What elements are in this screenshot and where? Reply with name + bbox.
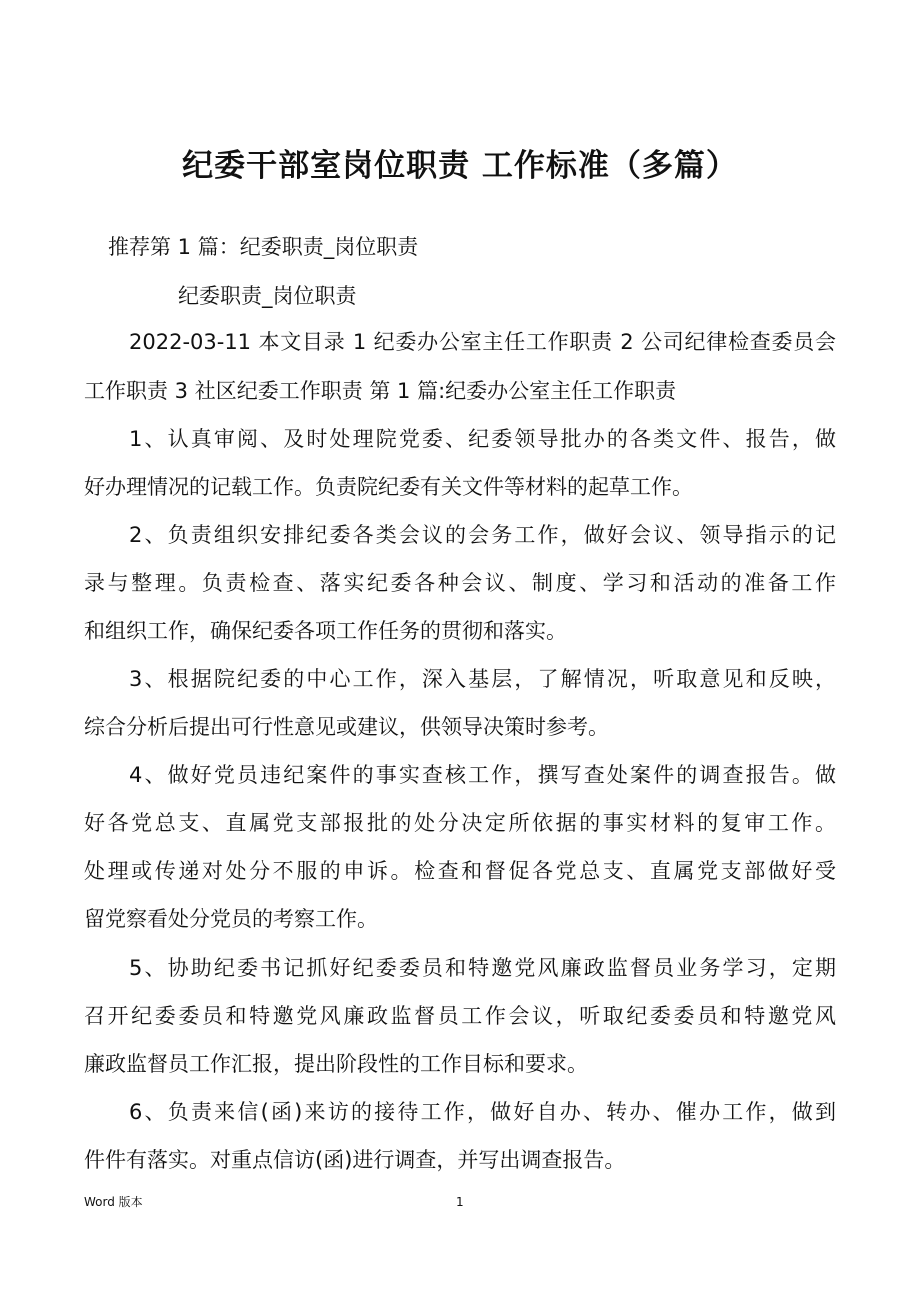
paragraph-line: 1、认真审阅、及时处理院党委、纪委领导批办的各类文件、报告，做 [129,427,836,451]
paragraph-line: 件件有落实。对重点信访(函)进行调查，并写出调查报告。 [84,1148,626,1172]
paragraph-line: 6、负责来信(函)来访的接待工作，做好自办、转办、催办工作，做到 [129,1100,836,1124]
paragraph-line: 录与整理。负责检查、落实纪委各种会议、制度、学习和活动的准备工作 [84,571,836,595]
page-number: 1 [456,1195,464,1209]
paragraph-line: 处理或传递对处分不服的申诉。检查和督促各党总支、直属党支部做好受 [84,859,836,883]
paragraph-line: 廉政监督员工作汇报，提出阶段性的工作目标和要求。 [84,1052,588,1076]
section-heading: 纪委职责_岗位职责 [178,284,357,308]
paragraph-line: 3、根据院纪委的中心工作，深入基层，了解情况，听取意见和反映， [129,667,836,691]
paragraph-line: 好各党总支、直属党支部报批的处分决定所依据的事实材料的复审工作。 [84,811,836,835]
paragraph-line: 综合分析后提出可行性意见或建议，供领导决策时参考。 [84,715,609,739]
footer-version-label: Word 版本 [84,1195,143,1209]
paragraph-line: 2022-03-11 本文目录 1 纪委办公室主任工作职责 2 公司纪律检查委员会 [129,330,836,354]
paragraph-line: 2、负责组织安排纪委各类会议的会务工作，做好会议、领导指示的记 [129,523,836,547]
paragraph-line: 留党察看处分党员的考察工作。 [84,907,378,931]
paragraph-line: 工作职责 3 社区纪委工作职责 第 1 篇:纪委办公室主任工作职责 [84,379,677,403]
recommendation-heading: 推荐第 1 篇：纪委职责_岗位职责 [108,235,419,259]
paragraph-line: 4、做好党员违纪案件的事实查核工作，撰写查处案件的调查报告。做 [129,763,836,787]
document-title: 纪委干部室岗位职责 工作标准（多篇） [182,148,738,184]
paragraph-line: 召开纪委委员和特邀党风廉政监督员工作会议，听取纪委委员和特邀党风 [84,1004,836,1028]
paragraph-line: 5、协助纪委书记抓好纪委委员和特邀党风廉政监督员业务学习，定期 [129,956,836,980]
paragraph-line: 好办理情况的记载工作。负责院纪委有关文件等材料的起草工作。 [84,475,693,499]
paragraph-line: 和组织工作，确保纪委各项工作任务的贯彻和落实。 [84,619,567,643]
